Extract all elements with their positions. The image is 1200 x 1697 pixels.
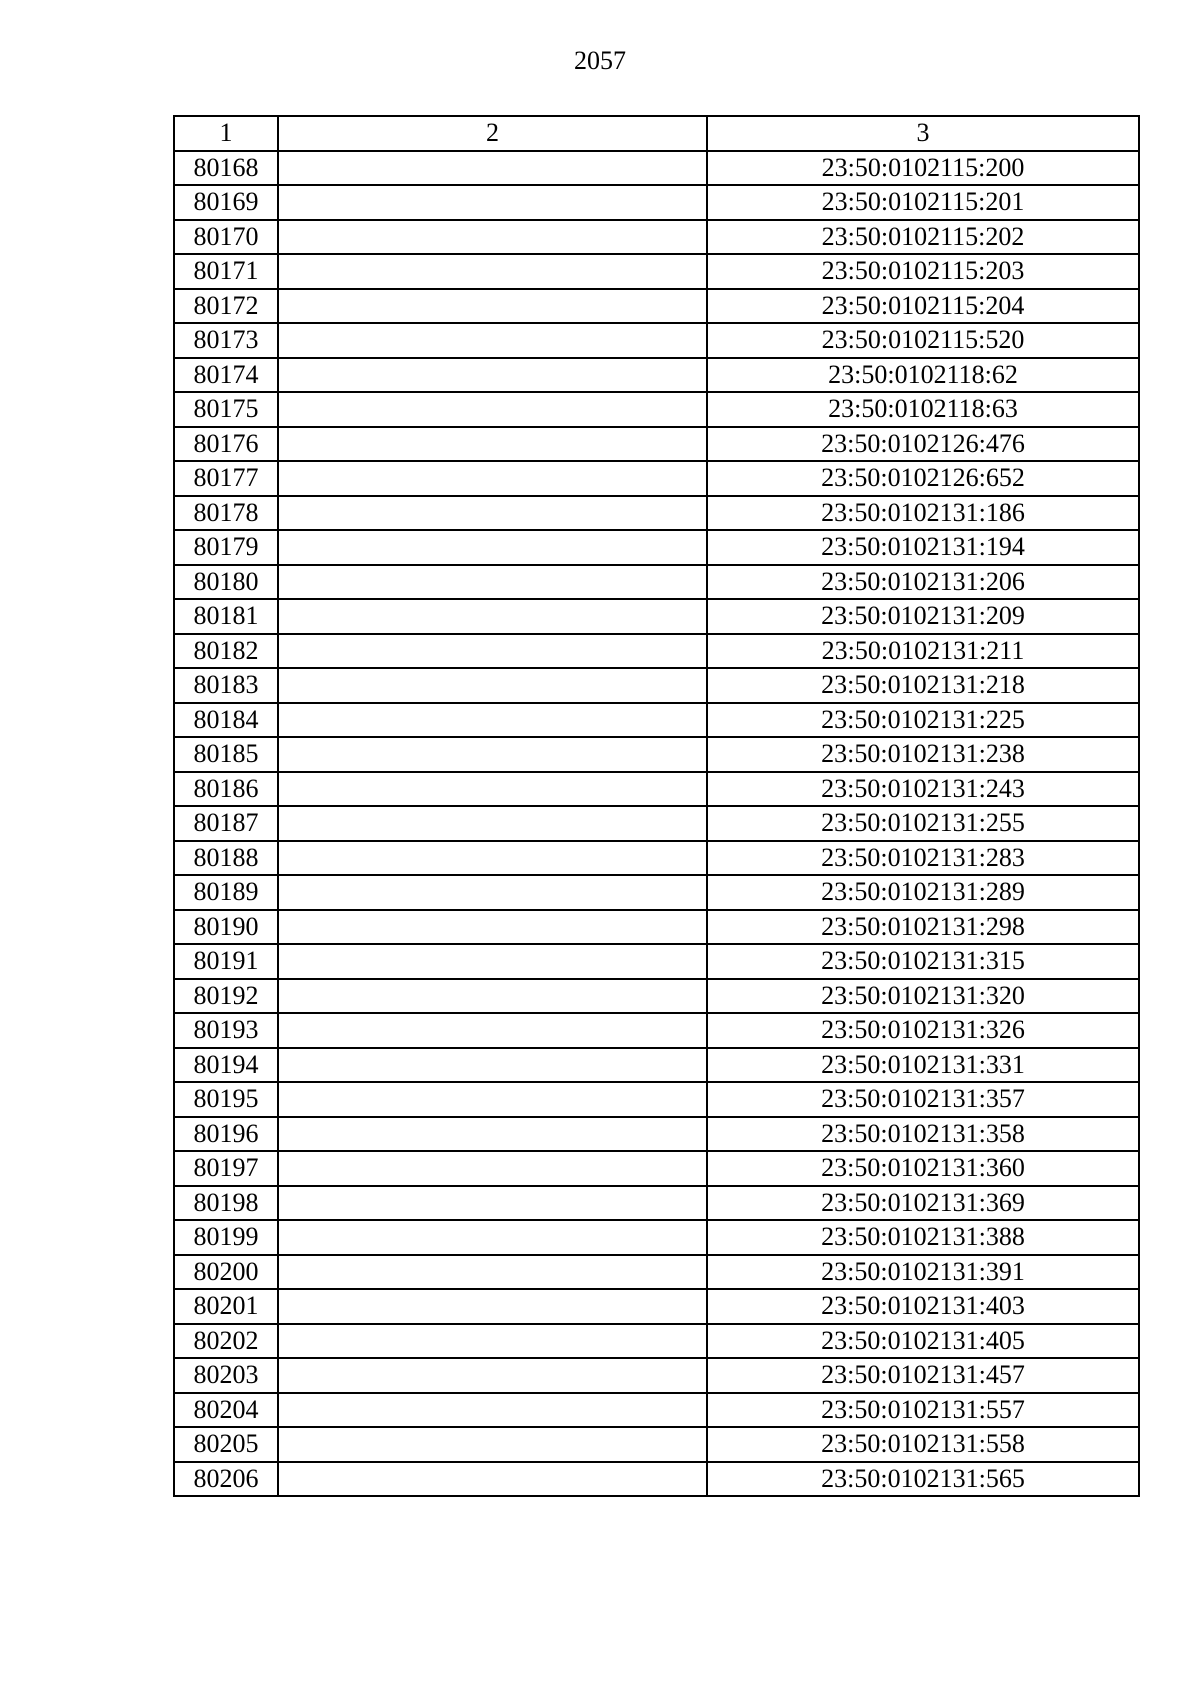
table-cell-col-2 (278, 1151, 707, 1186)
table-cell-col-2 (278, 392, 707, 427)
table-row (174, 1324, 1139, 1359)
table-cell-col-3: 23:50:0102131:369 (707, 1186, 1139, 1221)
table-cell-col-2 (278, 944, 707, 979)
table-cell-col-3: 23:50:0102131:326 (707, 1013, 1139, 1048)
table-cell-col-1: 80173 (174, 323, 278, 358)
table-row (174, 1393, 1139, 1428)
table-cell-col-1: 80189 (174, 875, 278, 910)
table-cell-col-2 (278, 875, 707, 910)
table-cell-col-1: 80180 (174, 565, 278, 600)
table-cell-col-2 (278, 599, 707, 634)
table-cell-col-1: 80195 (174, 1082, 278, 1117)
table-cell-col-2 (278, 1255, 707, 1290)
header-cell-3: 3 (707, 116, 1139, 151)
table-cell-col-1: 80200 (174, 1255, 278, 1290)
table-cell-col-3: 23:50:0102131:225 (707, 703, 1139, 738)
table-cell-col-2 (278, 1324, 707, 1359)
table-cell-col-3: 23:50:0102131:218 (707, 668, 1139, 703)
table-cell-col-2 (278, 358, 707, 393)
table-cell-col-2 (278, 1393, 707, 1428)
table-cell-col-2 (278, 530, 707, 565)
table-row (174, 1013, 1139, 1048)
table-cell-col-2 (278, 910, 707, 945)
table-cell-col-3: 23:50:0102131:391 (707, 1255, 1139, 1290)
table-cell-col-1: 80178 (174, 496, 278, 531)
table-row (174, 910, 1139, 945)
table-cell-col-3: 23:50:0102131:315 (707, 944, 1139, 979)
table-cell-col-3: 23:50:0102126:652 (707, 461, 1139, 496)
table-cell-col-1: 80205 (174, 1427, 278, 1462)
table-cell-col-3: 23:50:0102131:558 (707, 1427, 1139, 1462)
table-row (174, 496, 1139, 531)
table-row (174, 185, 1139, 220)
table-row (174, 668, 1139, 703)
table-row (174, 323, 1139, 358)
table-cell-col-2 (278, 1082, 707, 1117)
table-cell-col-3: 23:50:0102131:186 (707, 496, 1139, 531)
table-cell-col-2 (278, 772, 707, 807)
table-cell-col-3: 23:50:0102131:211 (707, 634, 1139, 669)
table-cell-col-2 (278, 1462, 707, 1497)
table-cell-col-1: 80201 (174, 1289, 278, 1324)
table-cell-col-2 (278, 151, 707, 186)
table-cell-col-1: 80194 (174, 1048, 278, 1083)
table-cell-col-1: 80192 (174, 979, 278, 1014)
table-cell-col-1: 80171 (174, 254, 278, 289)
table-row (174, 841, 1139, 876)
table-cell-col-1: 80174 (174, 358, 278, 393)
table-row (174, 565, 1139, 600)
table-cell-col-2 (278, 254, 707, 289)
table-cell-col-3: 23:50:0102118:63 (707, 392, 1139, 427)
table-row (174, 1289, 1139, 1324)
table-cell-col-3: 23:50:0102131:320 (707, 979, 1139, 1014)
table-row (174, 772, 1139, 807)
table-cell-col-2 (278, 289, 707, 324)
table-cell-col-1: 80204 (174, 1393, 278, 1428)
table-row (174, 220, 1139, 255)
table-row (174, 806, 1139, 841)
table-cell-col-2 (278, 185, 707, 220)
table-cell-col-2 (278, 1358, 707, 1393)
table-cell-col-2 (278, 1220, 707, 1255)
table-row (174, 1462, 1139, 1497)
table-cell-col-1: 80188 (174, 841, 278, 876)
table-cell-col-2 (278, 1427, 707, 1462)
page-number: 2057 (574, 46, 626, 75)
table-cell-col-1: 80170 (174, 220, 278, 255)
table-cell-col-1: 80175 (174, 392, 278, 427)
table-cell-col-2 (278, 703, 707, 738)
table-cell-col-1: 80183 (174, 668, 278, 703)
table-row (174, 979, 1139, 1014)
table-cell-col-2 (278, 1186, 707, 1221)
table-cell-col-3: 23:50:0102131:194 (707, 530, 1139, 565)
table-cell-col-1: 80193 (174, 1013, 278, 1048)
table-cell-col-3: 23:50:0102115:200 (707, 151, 1139, 186)
table-cell-col-3: 23:50:0102131:331 (707, 1048, 1139, 1083)
table-cell-col-1: 80168 (174, 151, 278, 186)
table-cell-col-1: 80191 (174, 944, 278, 979)
table-cell-col-2 (278, 668, 707, 703)
table-header (174, 116, 1139, 151)
table-row (174, 392, 1139, 427)
table-cell-col-3: 23:50:0102131:357 (707, 1082, 1139, 1117)
table-cell-col-2 (278, 1013, 707, 1048)
table-row (174, 461, 1139, 496)
table-cell-col-3: 23:50:0102131:358 (707, 1117, 1139, 1152)
table-cell-col-2 (278, 496, 707, 531)
table-cell-col-2 (278, 220, 707, 255)
table-cell-col-3: 23:50:0102131:289 (707, 875, 1139, 910)
table-cell-col-1: 80176 (174, 427, 278, 462)
table-cell-col-3: 23:50:0102131:388 (707, 1220, 1139, 1255)
table-cell-col-3: 23:50:0102131:360 (707, 1151, 1139, 1186)
table-cell-col-2 (278, 1048, 707, 1083)
table-row (174, 1048, 1139, 1083)
table-row (174, 1220, 1139, 1255)
table-cell-col-2 (278, 979, 707, 1014)
table-row (174, 599, 1139, 634)
table-cell-col-1: 80182 (174, 634, 278, 669)
table-cell-col-3: 23:50:0102131:238 (707, 737, 1139, 772)
table-cell-col-2 (278, 806, 707, 841)
table-cell-col-2 (278, 1117, 707, 1152)
table-cell-col-1: 80190 (174, 910, 278, 945)
table-row (174, 289, 1139, 324)
table-cell-col-1: 80177 (174, 461, 278, 496)
table-row (174, 875, 1139, 910)
table-row (174, 634, 1139, 669)
table-cell-col-1: 80199 (174, 1220, 278, 1255)
table-cell-col-1: 80197 (174, 1151, 278, 1186)
header-cell-2: 2 (278, 116, 707, 151)
table-cell-col-3: 23:50:0102131:457 (707, 1358, 1139, 1393)
table-cell-col-1: 80181 (174, 599, 278, 634)
table-row (174, 703, 1139, 738)
table-row (174, 1117, 1139, 1152)
table-cell-col-2 (278, 323, 707, 358)
table-cell-col-1: 80206 (174, 1462, 278, 1497)
table-cell-col-1: 80172 (174, 289, 278, 324)
table-cell-col-2 (278, 565, 707, 600)
table-row (174, 1255, 1139, 1290)
table-cell-col-1: 80196 (174, 1117, 278, 1152)
table-cell-col-3: 23:50:0102115:204 (707, 289, 1139, 324)
table-cell-col-1: 80202 (174, 1324, 278, 1359)
table-cell-col-2 (278, 1289, 707, 1324)
table-cell-col-1: 80203 (174, 1358, 278, 1393)
table-cell-col-3: 23:50:0102126:476 (707, 427, 1139, 462)
table-cell-col-3: 23:50:0102115:202 (707, 220, 1139, 255)
table-cell-col-3: 23:50:0102118:62 (707, 358, 1139, 393)
table-cell-col-1: 80187 (174, 806, 278, 841)
table-cell-col-2 (278, 841, 707, 876)
table-cell-col-3: 23:50:0102131:557 (707, 1393, 1139, 1428)
table-row (174, 1358, 1139, 1393)
table-cell-col-3: 23:50:0102115:203 (707, 254, 1139, 289)
table-cell-col-1: 80179 (174, 530, 278, 565)
table-cell-col-3: 23:50:0102131:243 (707, 772, 1139, 807)
table-row (174, 1186, 1139, 1221)
table-cell-col-3: 23:50:0102131:209 (707, 599, 1139, 634)
table-cell-col-2 (278, 634, 707, 669)
table-cell-col-3: 23:50:0102131:298 (707, 910, 1139, 945)
table-row (174, 530, 1139, 565)
table-cell-col-3: 23:50:0102131:403 (707, 1289, 1139, 1324)
table-cell-col-3: 23:50:0102131:565 (707, 1462, 1139, 1497)
table-row (174, 737, 1139, 772)
table-cell-col-2 (278, 461, 707, 496)
table-row (174, 151, 1139, 186)
table-row (174, 1151, 1139, 1186)
table-cell-col-3: 23:50:0102115:520 (707, 323, 1139, 358)
table-cell-col-2 (278, 737, 707, 772)
table-cell-col-1: 80169 (174, 185, 278, 220)
table-body (174, 151, 1139, 1497)
table-cell-col-3: 23:50:0102131:255 (707, 806, 1139, 841)
table-row (174, 358, 1139, 393)
registry-table (173, 115, 1140, 1497)
table-cell-col-3: 23:50:0102131:405 (707, 1324, 1139, 1359)
header-row (174, 116, 1139, 151)
table-cell-col-3: 23:50:0102115:201 (707, 185, 1139, 220)
table-cell-col-2 (278, 427, 707, 462)
table-cell-col-1: 80186 (174, 772, 278, 807)
table-cell-col-1: 80198 (174, 1186, 278, 1221)
table-row (174, 944, 1139, 979)
table-cell-col-3: 23:50:0102131:206 (707, 565, 1139, 600)
table-cell-col-1: 80184 (174, 703, 278, 738)
table-cell-col-1: 80185 (174, 737, 278, 772)
table-row (174, 1082, 1139, 1117)
header-cell-1: 1 (174, 116, 278, 151)
table-row (174, 254, 1139, 289)
table-row (174, 1427, 1139, 1462)
table-row (174, 427, 1139, 462)
table-cell-col-3: 23:50:0102131:283 (707, 841, 1139, 876)
